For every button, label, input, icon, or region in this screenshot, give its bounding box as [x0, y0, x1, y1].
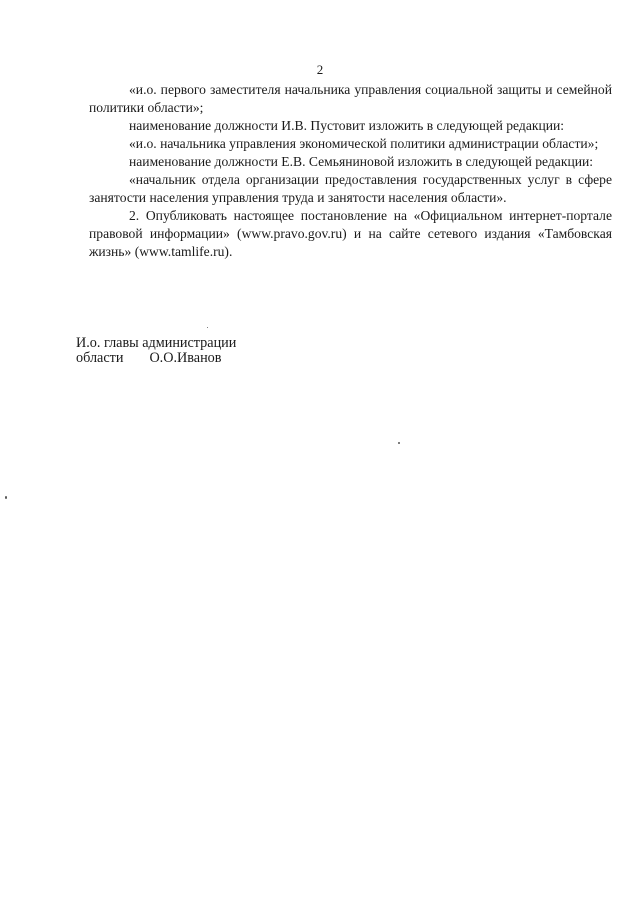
paragraph-replacement-economic-policy: «и.о. начальника управления экономической политики администрации области»;: [129, 136, 599, 151]
scan-speck: [5, 496, 7, 499]
signature-title: И.о. главы администрации: [76, 335, 237, 351]
page-number: 2: [316, 62, 324, 77]
signature-region-name-line: [76, 351, 336, 366]
signature-region: области: [76, 350, 124, 366]
paragraph-replacement-first-deputy: «и.о. первого заместителя начальника управления социальной защиты и семейной политики области»;: [89, 82, 612, 115]
paragraph-pustovit-position: наименование должности И.В. Пустовит изложить в следующей редакции:: [129, 118, 565, 133]
signatory-name: О.О.Иванов: [149, 350, 222, 366]
paragraph-semyaninova-position: наименование должности Е.В. Семьяниновой изложить в следующей редакции:: [129, 154, 594, 169]
scan-speck: [207, 327, 208, 328]
paragraph-replacement-department-head: «начальник отдела организации предоставления государственных услуг в сфере занятости населения управления труда и занятости населения области».: [89, 172, 612, 205]
scan-speck: [398, 442, 400, 444]
signature-block: [76, 336, 336, 366]
document-body: [89, 81, 612, 261]
paragraph-publication-clause: 2. Опубликовать настоящее постановление на «Официальном интернет-портале правовой информации» (www.pravo.gov.ru) и на сайте сетевого издания «Тамбовская жизнь» (www.tamlife.ru).: [89, 208, 612, 259]
